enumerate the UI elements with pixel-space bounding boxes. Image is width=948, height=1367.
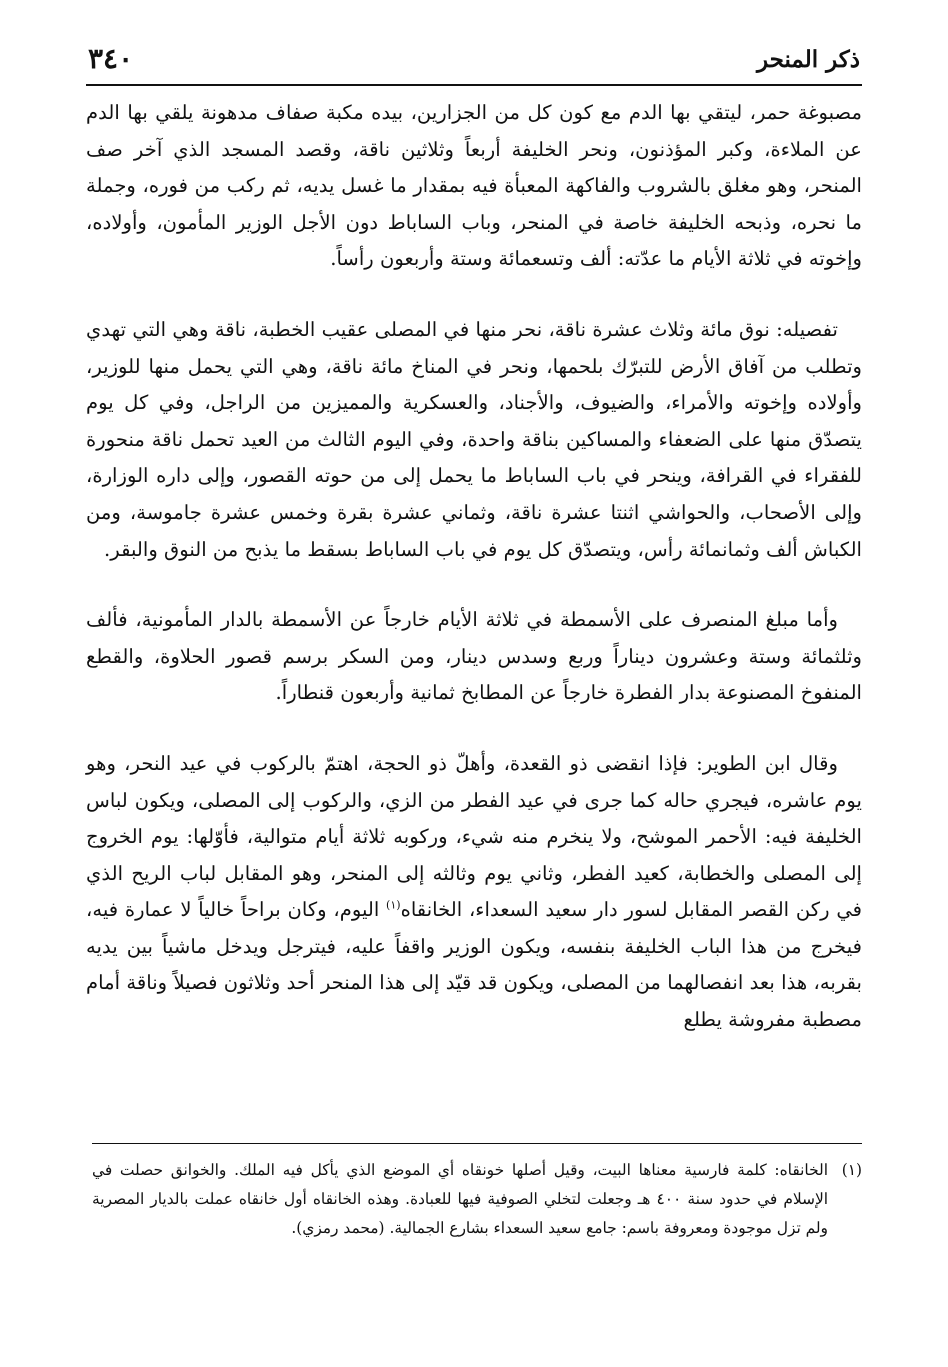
text-line: تفصيله: نوق مائة وثلاث عشرة ناقة، نحر منها في المصلى عقيب الخطبة، ناقة وهي bbox=[172, 317, 838, 341]
footnote-line: (محمد رمزي). bbox=[291, 1219, 385, 1238]
text-line: المصلى، ويكون قد قيّد إلى هذا المنحر أحد وثلاثون فصيلاً وناقة أمام مصطبة مفروشة يطلع bbox=[86, 971, 862, 1032]
text-line: مصبوغة حمر، ليتقي بها الدم مع كون كل من الجزارين، بيده مكبة صفاف مدهونة يلقي bbox=[155, 101, 862, 124]
footnote-text bbox=[92, 1156, 828, 1244]
text-line: يوم في باب الساباط بسقط ما يذبح من النوق والبقر. bbox=[104, 537, 532, 561]
text-line: المأمونية، فألف وثلثمائة وستة وعشرون ديناراً وربع وسدس دينار، ومن السكر برسم bbox=[86, 608, 862, 668]
page-number: ٣٤٠ bbox=[88, 42, 134, 75]
text-line: وأما مبلغ المنصرف على الأسمطة في ثلاثة الأيام خارجاً عن الأسمطة بالدار bbox=[220, 608, 839, 632]
text-line: ركب من فوره، وجملة ما نحره، وذبحه الخليفة خاصة في المنحر، وباب الساباط دون bbox=[86, 174, 862, 234]
footnote-reference[interactable]: (١) bbox=[386, 898, 401, 912]
text-line: المنحر، وهو المقابل لباب الريح الذي في ركن القصر المقابل لسور دار سعيد السعداء، bbox=[86, 861, 863, 922]
paragraph-gap bbox=[86, 568, 862, 602]
paragraph-2 bbox=[86, 312, 862, 568]
text-line: وقال ابن الطوير: فإذا انقضى ذو القعدة، وأهلّ ذو الحجة، اهتمّ بالركوب في عيد bbox=[179, 751, 838, 775]
text-line: الخانقاه bbox=[400, 898, 463, 922]
running-title: ذكر المنحر bbox=[756, 46, 860, 73]
main-text bbox=[86, 95, 862, 1039]
text-line: التي تهدي وتطلب من آفاق الأرض للتبرّك بلحمها، ونحر في المناخ مائة ناقة، وهي التي bbox=[86, 317, 862, 378]
footnote-number: (١) bbox=[841, 1161, 862, 1179]
text-line: وأربعون رأساً. bbox=[330, 247, 444, 271]
text-line: الذي آخر صف المنحر، وهو مغلق بالشروب والفاكهة المعبأة فيه بمقدار ما غسل يديه، ثم bbox=[86, 137, 863, 198]
header-divider bbox=[86, 84, 862, 86]
text-line: النحر، وهو يوم عاشره، فيجري حاله كما جرى في عيد الفطر من الزي، والركوب إلى bbox=[86, 751, 862, 812]
footnote-line: خانقاه عملت بالديار المصرية ولم تزل موجودة ومعروفة باسم: جامع سعيد السعداء بشارع الجمالية. bbox=[92, 1190, 828, 1238]
paragraph-gap bbox=[86, 712, 862, 746]
text-line: بها الدم عن الملاءة، وكبر المؤذنون، ونحر الخليفة أربعاً وثلاثين ناقة، وقصد المسجد bbox=[86, 101, 862, 161]
footnotes bbox=[92, 1156, 862, 1244]
footnote-divider bbox=[92, 1143, 862, 1144]
text-line: وثماني عشرة بقرة وخمس عشرة جاموسة، ومن الكباش ألف وثمانمائة رأس، ويتصدّق كل bbox=[86, 500, 862, 561]
text-line: يحمل منها للوزير، وأولاده وإخوته والأمراء، والضيوف، والأجناد، والعسكرية والمميزين bbox=[86, 354, 862, 415]
text-line: قصور الحلاوة، والقطع المنفوخ المصنوعة بدار الفطرة خارجاً عن المطابخ ثمانية وأربعون bbox=[86, 644, 862, 705]
paragraph-1 bbox=[86, 95, 862, 278]
text-line: أيام متوالية، فأوّلها: يوم الخروج إلى المصلى والخطابة، كعيد الفطر، وثاني يوم وثالثه إلى bbox=[86, 825, 862, 885]
text-line: المصلى، ويكون لباس الخليفة فيه: الأحمر الموشح، ولا ينخرم منه شيء، وركوبه ثلاثة bbox=[86, 788, 862, 849]
text-line: قنطاراً. bbox=[275, 681, 334, 705]
text-line: الأجل الوزير المأمون، وأولاده، وإخوته في ثلاثة الأيام ما عدّته: ألف وتسعمائة وستة bbox=[86, 210, 862, 271]
paragraph-3 bbox=[86, 602, 862, 712]
footnote-line: حصلت في الإسلام في حدود سنة ٤٠٠ هـ وجعلت لتخلي الصوفية فيها للعبادة. وهذه الخانقاه أول bbox=[92, 1161, 828, 1209]
footnote-line: الخانقاه: كلمة فارسية معناها البيت، وقيل أصلها خونقاه أي الموضع الذي يأكل فيه الملك. والخوانق bbox=[170, 1161, 828, 1179]
text-line: من الراجل، وفي كل يوم يتصدّق منها على الضعفاء والمساكين بناقة واحدة، وفي اليوم bbox=[86, 391, 862, 451]
text-line: إلى من حوته القصور، وإلى داره الوزارة، وإلى الأصحاب، والحواشي اثنتا عشرة ناقة، bbox=[86, 464, 862, 524]
paragraph-gap bbox=[86, 278, 862, 312]
text-line: ويكون الوزير واقفاً عليه، فيترجل ويدخل ماشياً بين يديه بقربه، هذا بعد انفصالهما من bbox=[86, 934, 863, 995]
text-line: اليوم، وكان براحاً خالياً لا عمارة فيه، فيخرج من هذا الباب الخليفة بنفسه، bbox=[86, 898, 862, 958]
text-line: الثالث من العيد تحمل ناقة منحورة للفقراء في القرافة، وينحر في باب الساباط ما يحمل bbox=[86, 427, 862, 488]
page-header bbox=[88, 40, 860, 80]
paragraph-4 bbox=[86, 746, 862, 1039]
footnote-item bbox=[92, 1156, 862, 1244]
